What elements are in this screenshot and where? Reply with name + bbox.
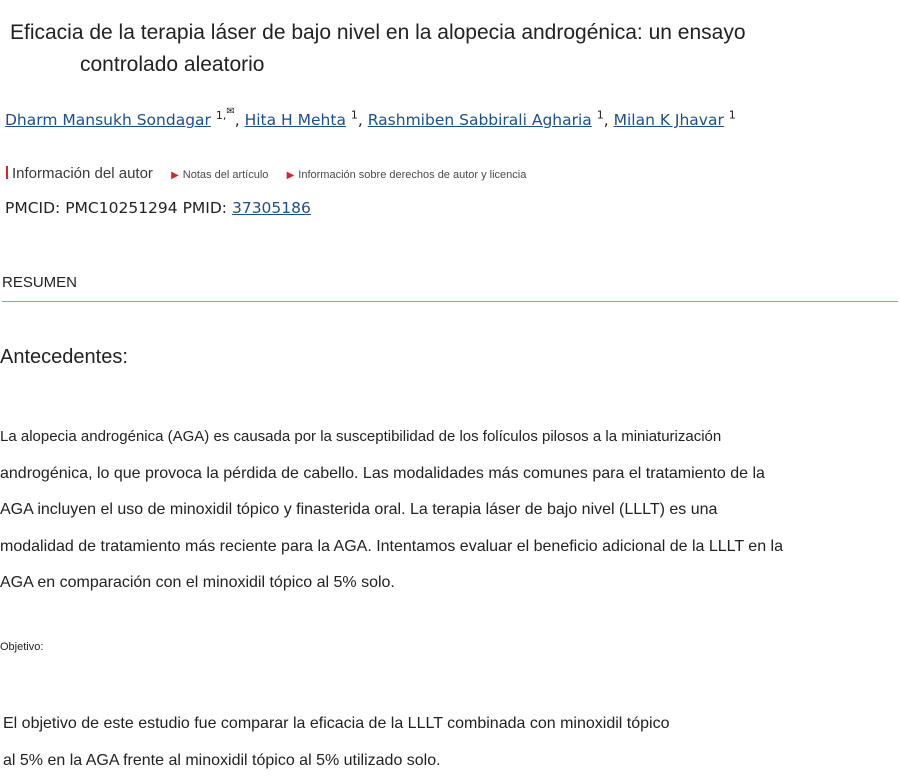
pmcid: PMCID: PMC10251294 xyxy=(5,199,178,217)
pmid-link[interactable]: 37305186 xyxy=(231,199,311,217)
envelope-icon[interactable]: ✉ xyxy=(226,106,235,117)
triangle-right-icon: ▶ xyxy=(171,170,179,181)
author-link-2[interactable]: Hita H Mehta xyxy=(244,110,346,129)
author-affiliation-1: 1,✉ xyxy=(215,106,235,122)
background-line-1: La alopecia androgénica (AGA) es causada por la susceptibilidad de los folículos pilosos a la miniaturización xyxy=(0,428,722,445)
background-heading: Antecedentes: xyxy=(0,346,128,368)
author-link-3[interactable]: Rashmiben Sabbirali Agharia xyxy=(367,110,592,129)
copyright-license-toggle[interactable]: Información sobre derechos de autor y licencia xyxy=(298,169,527,181)
background-paragraph xyxy=(0,419,895,602)
author-info-toggle[interactable]: Información del autor xyxy=(12,165,153,182)
accent-bar-icon xyxy=(6,166,8,179)
triangle-right-icon: ▶ xyxy=(286,170,295,181)
background-line-4: modalidad de tratamiento más reciente para la AGA. Intentamos evaluar el beneficio adicional de la LLLT en la xyxy=(0,537,783,555)
article-notes-toggle[interactable]: Notas del artículo xyxy=(182,169,269,181)
section-divider xyxy=(2,301,898,302)
objective-line-1: El objetivo de este estudio fue comparar la eficacia de la LLLT combinada con minoxidil tópico xyxy=(3,715,670,732)
background-line-3: AGA incluyen el uso de minoxidil tópico y finasterida oral. La terapia láser de bajo nivel (LLLT) es una xyxy=(0,501,718,518)
author-link-4[interactable]: Milan K Jhavar xyxy=(613,110,724,129)
pmid-label: PMID: xyxy=(182,199,228,217)
objective-heading: Objetivo: xyxy=(0,641,44,653)
background-line-2: androgénica, lo que provoca la pérdida de cabello. Las modalidades más comunes para el tratamiento de la xyxy=(0,464,765,482)
article-identifiers xyxy=(5,199,311,217)
author-list: Dharm Mansukh Sondagar $^{1,✉}$, Hita H Mehta $^1$, Rashmiben Sabbirali Agharia $^1$, Milan K Jhavar $^1$ xyxy=(5,106,736,129)
article-title xyxy=(10,17,810,81)
article-title-line-2: controlado aleatorio xyxy=(80,53,265,76)
objective-line-2: al 5% en la AGA frente al minoxidil tópico al 5% utilizado solo. xyxy=(3,752,441,769)
author-link-1[interactable]: Dharm Mansukh Sondagar xyxy=(5,110,211,129)
background-line-5: AGA en comparación con el minoxidil tópico al 5% solo. xyxy=(0,574,395,591)
abstract-section-label: RESUMEN xyxy=(2,274,78,291)
author-affiliation-4: 1 xyxy=(728,108,736,122)
author-affiliation-2: 1 xyxy=(350,108,358,122)
article-meta-toggles xyxy=(6,165,526,182)
objective-paragraph xyxy=(3,705,883,779)
author-affiliation-3: 1 xyxy=(596,108,604,122)
article-title-line-1: Eficacia de la terapia láser de bajo nivel en la alopecia androgénica: un ensayo xyxy=(10,21,746,44)
